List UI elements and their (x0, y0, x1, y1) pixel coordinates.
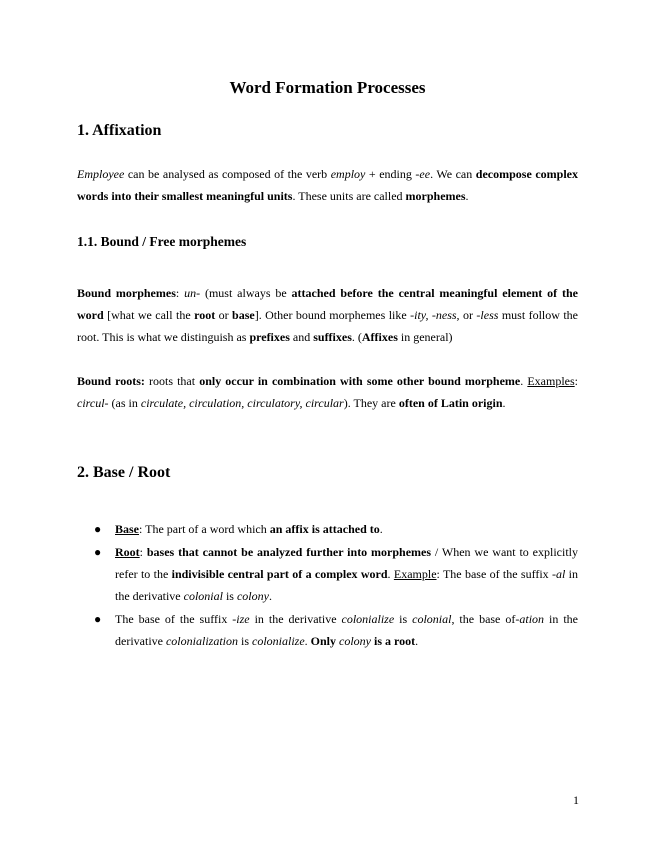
text-span: / When we want to explicitly refer to the (115, 545, 578, 581)
text-span: -ee (415, 167, 431, 181)
heading-affixation: 1. Affixation (77, 122, 162, 139)
text-span: and (289, 330, 314, 344)
text-span: : The part of a word which (139, 522, 270, 536)
list-item (77, 608, 578, 652)
text-span: Example (393, 567, 437, 581)
text-span: . We can (430, 167, 476, 181)
text-span: Bound morphemes (77, 286, 176, 300)
text-span: is (237, 634, 252, 648)
text-span: or (459, 308, 477, 322)
text-span: -ation (515, 612, 545, 626)
text-span: [what we call the (103, 308, 195, 322)
text-span: is (222, 589, 237, 603)
text-span: bases that cannot be analyzed further into morphemes (146, 545, 432, 559)
text-span: root (194, 308, 216, 322)
text-span: : (139, 545, 147, 559)
text-span: . (520, 374, 528, 388)
document-title: Word Formation Processes (229, 78, 426, 97)
text-span: employ (330, 167, 366, 181)
text-span: Only (310, 634, 337, 648)
text-span: in the derivative (115, 612, 578, 648)
text-span: . (387, 567, 394, 581)
paragraph-bound-roots (77, 370, 578, 414)
text-span: colony (339, 634, 372, 648)
text-span: Root (115, 545, 140, 559)
text-span: colony (236, 589, 269, 603)
text-span: Bound roots: (77, 374, 145, 388)
bullet-icon: ● (94, 612, 102, 626)
text-span: . (304, 634, 311, 648)
text-span: can be analysed as composed of the verb (124, 167, 331, 181)
text-span: attached before the central meaningful element of the word (77, 286, 578, 322)
text-span: un- (184, 286, 201, 300)
text-span: roots that (144, 374, 200, 388)
text-span: colonial (412, 612, 452, 626)
text-span: is (394, 612, 413, 626)
text-span: : (175, 286, 185, 300)
text-span: in general) (397, 330, 453, 344)
text-span: : The base of the suffix (436, 567, 553, 581)
text-span: ). They are (343, 396, 399, 410)
text-span: . (415, 634, 419, 648)
text-span: often of Latin origin (398, 396, 503, 410)
text-span: must follow the root. This is what we distinguish as (77, 308, 579, 344)
text-span: colonial (183, 589, 223, 603)
text-span: only occur in combination with some other bound morpheme (199, 374, 521, 388)
text-span: (must always be (200, 286, 292, 300)
text-span: . (379, 522, 383, 536)
text-span: base (232, 308, 255, 322)
text-span: prefixes (249, 330, 290, 344)
text-span: suffixes (313, 330, 352, 344)
text-span: colonialize (341, 612, 395, 626)
text-span: Examples (527, 374, 575, 388)
text-span: morphemes (405, 189, 466, 203)
text-span: , the base of (451, 612, 516, 626)
text-span: or (215, 308, 233, 322)
text-span: + ending (365, 167, 416, 181)
bullet-list (77, 518, 578, 653)
bullet-icon: ● (94, 545, 102, 559)
heading-bound-free-morphemes: 1.1. Bound / Free morphemes (77, 234, 247, 249)
text-span: (as in (108, 396, 141, 410)
text-span: Base (115, 522, 139, 536)
page-number: 1 (573, 793, 579, 807)
text-span: Employee (77, 167, 125, 181)
text-span: . These units are called (292, 189, 406, 203)
list-item (77, 541, 578, 607)
text-span: The base of the suffix (115, 612, 233, 626)
text-span: : (574, 374, 579, 388)
text-span: . (502, 396, 506, 410)
text-span: . (465, 189, 469, 203)
heading-base-root: 2. Base / Root (77, 464, 171, 481)
text-span: ]. Other bound morphemes like (254, 308, 411, 322)
text-span: Affixes (361, 330, 398, 344)
bullet-icon: ● (94, 522, 102, 536)
paragraph-affixation (77, 163, 578, 207)
text-span: colonialize (252, 634, 305, 648)
text-span: is a root (371, 634, 416, 648)
text-span: in the derivative (249, 612, 342, 626)
text-span: in the derivative (115, 567, 579, 603)
text-span: an affix is attached to (269, 522, 380, 536)
list-item (77, 518, 578, 540)
text-span: circulate, circulation, circulatory, circular (140, 396, 344, 410)
text-span: -ity, -ness, (410, 308, 460, 322)
text-span: circul- (77, 396, 109, 410)
text-span: -ize (232, 612, 250, 626)
text-span: decompose complex words into their smallest meaningful units (77, 167, 578, 203)
paragraph-bound-morphemes (77, 282, 578, 348)
text-span: . (268, 589, 272, 603)
text-span: indivisible central part of a complex word (171, 567, 388, 581)
text-span: -less (476, 308, 499, 322)
text-span: -al (552, 567, 566, 581)
text-span: colonialization (165, 634, 238, 648)
text-span: . ( (351, 330, 362, 344)
